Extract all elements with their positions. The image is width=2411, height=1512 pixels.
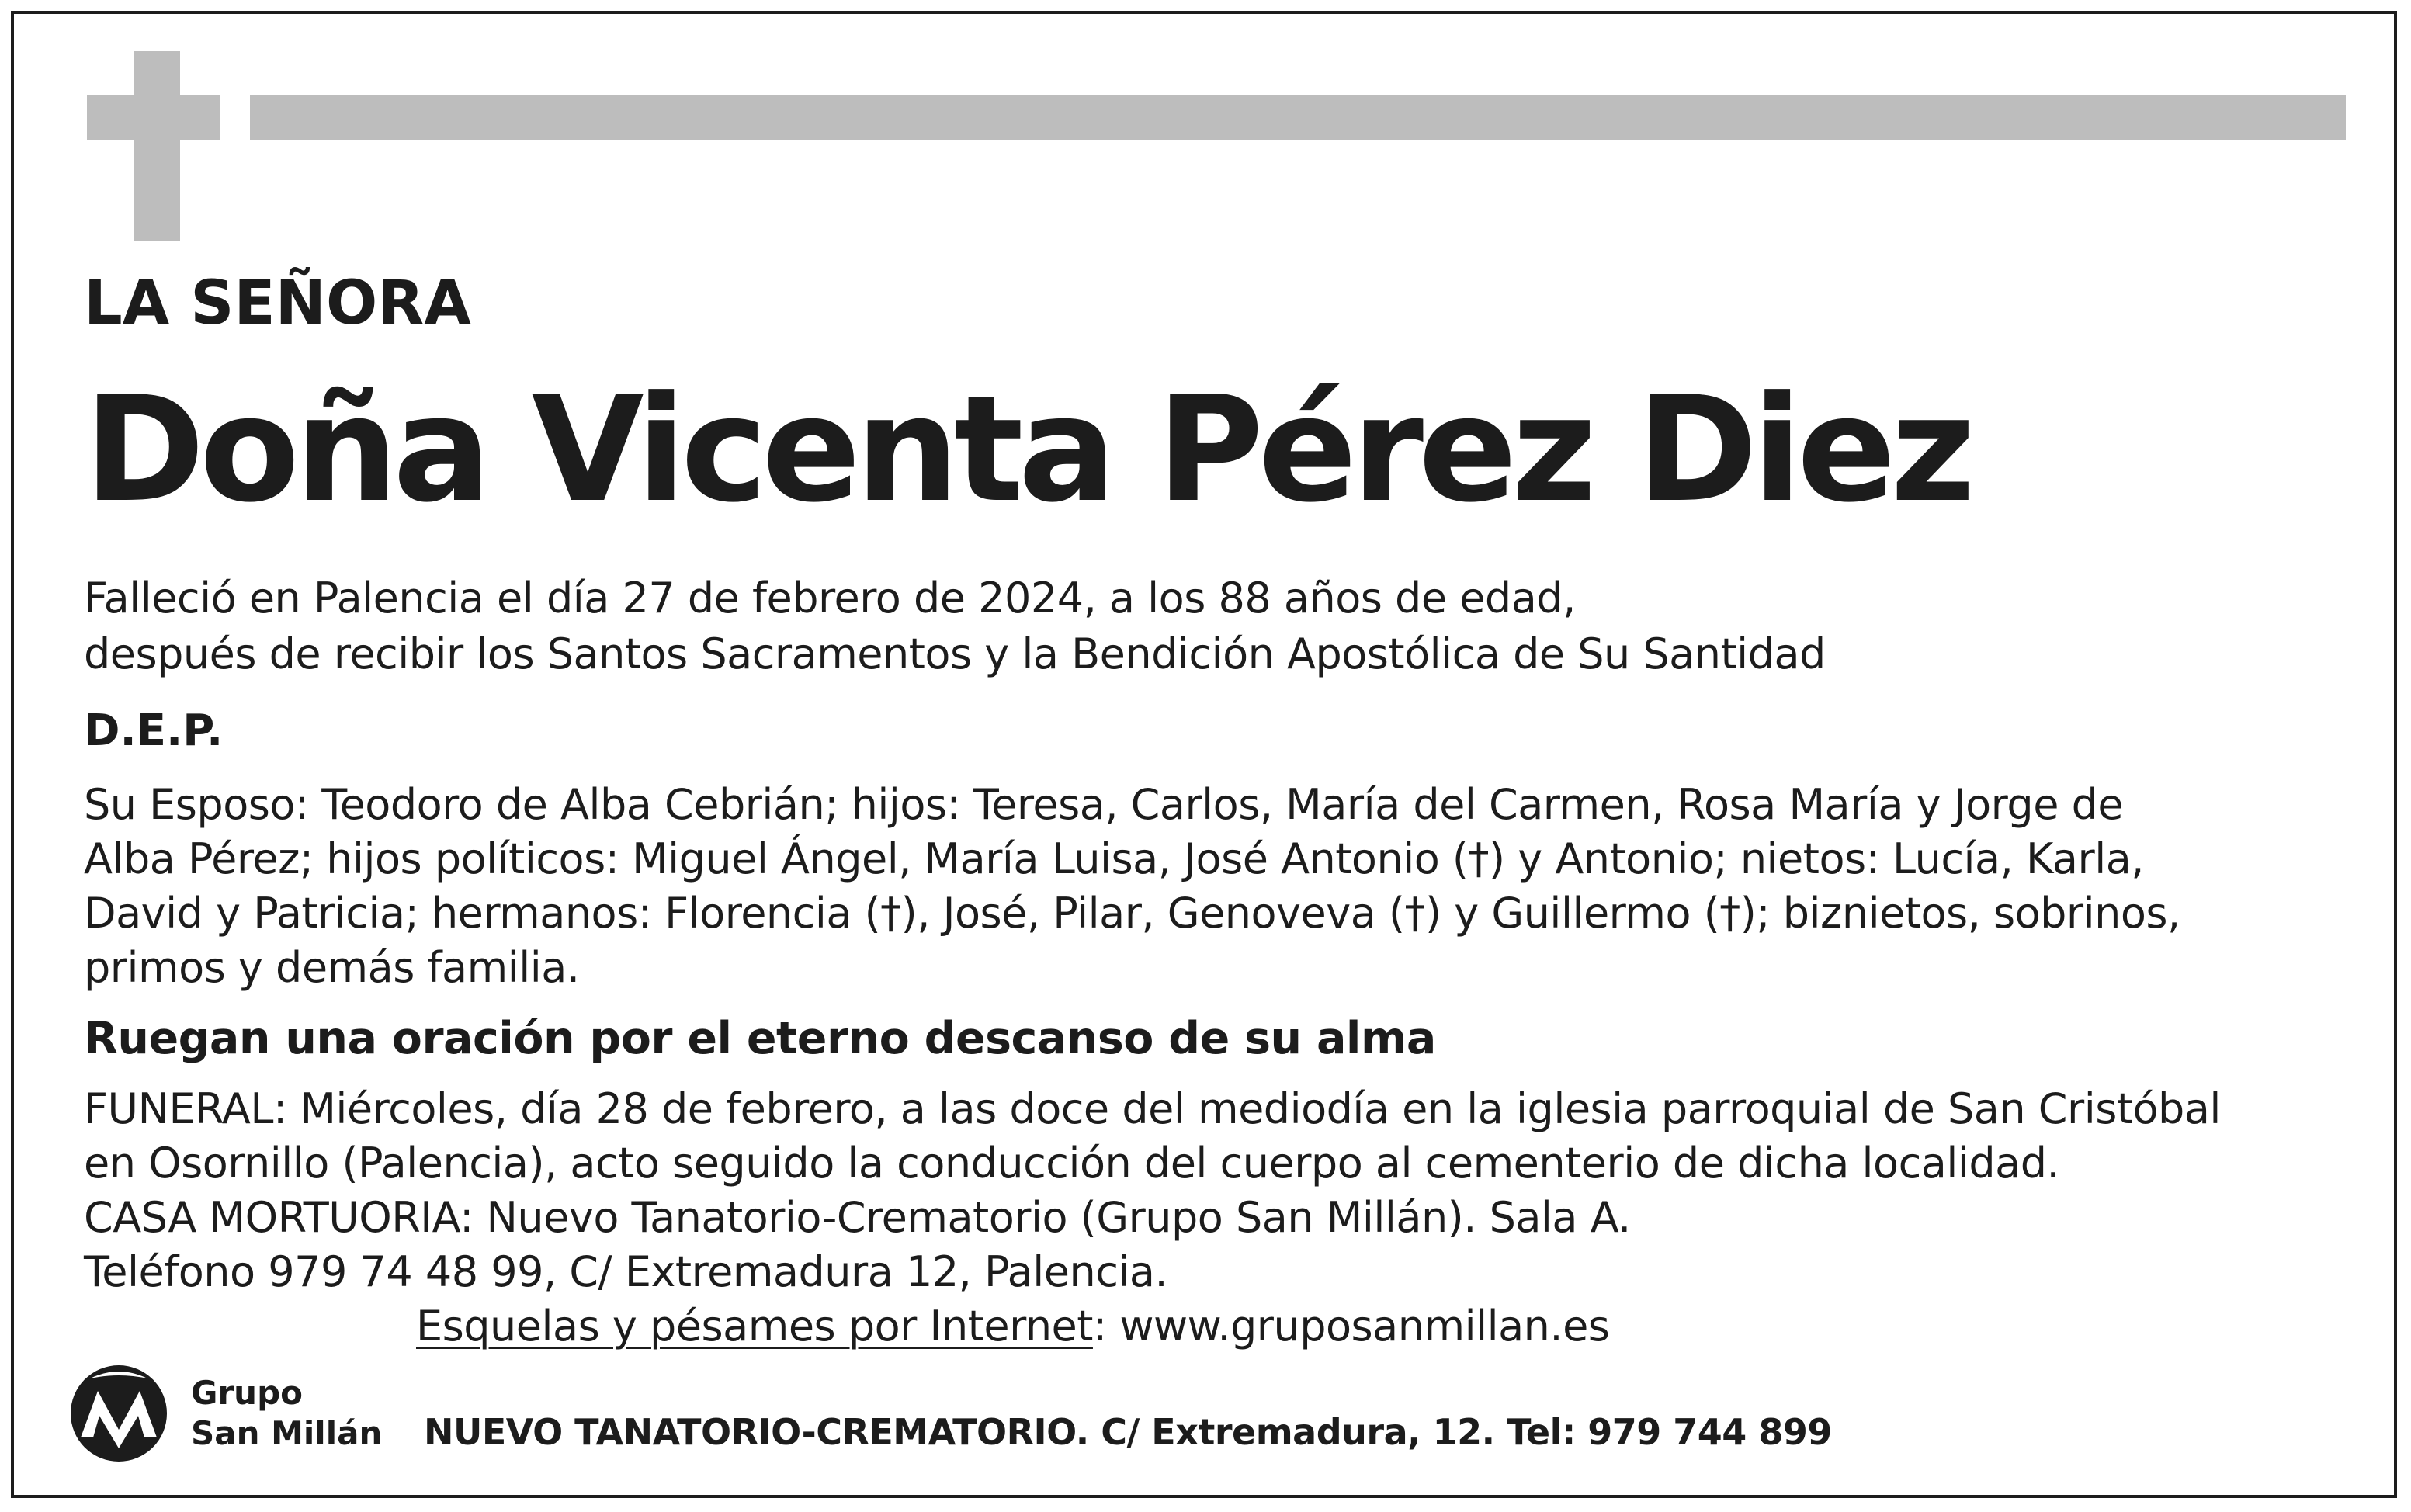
family-line: primos y demás familia. <box>84 943 580 992</box>
honorific: LA SEÑORA <box>84 269 471 338</box>
family-line: Su Esposo: Teodoro de Alba Cebrián; hijos: Teresa, Carlos, María del Carmen, Rosa María y Jorge de <box>84 780 2124 829</box>
death-notice-line: después de recibir los Santos Sacramentos y la Bendición Apostólica de Su Santidad <box>84 629 1826 678</box>
death-notice-line: Falleció en Palencia el día 27 de febrero de 2024, a los 88 años de edad, <box>84 574 1576 622</box>
deceased-name: Doña Vicenta Pérez Diez <box>84 365 1970 535</box>
funeral-line: FUNERAL: Miércoles, día 28 de febrero, a las doce del mediodía en la iglesia parroquial de San Cristóbal <box>84 1084 2221 1133</box>
funeral-line: en Osornillo (Palencia), acto seguido la conducción del cuerpo al cementerio de dicha localidad. <box>84 1139 2060 1188</box>
cross-icon <box>134 51 180 241</box>
grupo-san-millan-logo-icon <box>67 1361 171 1465</box>
footer-address: NUEVO TANATORIO-CREMATORIO. C/ Extremadura, 12. Tel: 979 744 899 <box>424 1411 1832 1453</box>
family-line: Alba Pérez; hijos políticos: Miguel Ángel, María Luisa, José Antonio (†) y Antonio; nietos: Lucía, Karla, <box>84 834 2144 883</box>
header-rule <box>250 95 2346 140</box>
condolences-link[interactable]: Esquelas y pésames por Internet <box>416 1302 1093 1351</box>
logo-text-san-millan: San Millán <box>191 1414 383 1452</box>
logo-text-grupo: Grupo <box>191 1374 304 1412</box>
website-text[interactable]: www.gruposanmillan.es <box>1119 1302 1610 1351</box>
dep-label: D.E.P. <box>84 706 224 756</box>
prayer-request: Ruegan una oración por el eterno descanso de su alma <box>84 1013 1436 1064</box>
family-line: David y Patricia; hermanos: Florencia (†), José, Pilar, Genoveva (†) y Guillermo (†); biznietos, sobrinos, <box>84 889 2180 938</box>
funeral-line: CASA MORTUORIA: Nuevo Tanatorio-Crematorio (Grupo San Millán). Sala A. <box>84 1193 1631 1242</box>
cross-icon-bar <box>87 95 220 140</box>
internet-separator: : <box>1092 1302 1120 1351</box>
funeral-line: Teléfono 979 74 48 99, C/ Extremadura 12, Palencia. <box>84 1247 1168 1296</box>
internet-line <box>416 1302 1610 1351</box>
